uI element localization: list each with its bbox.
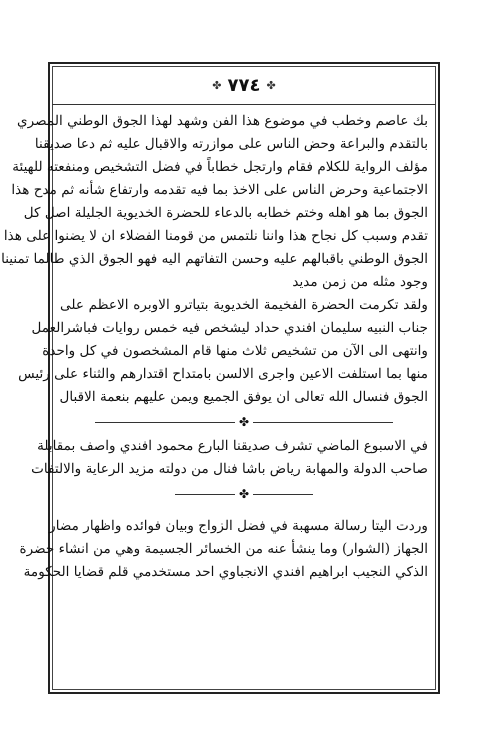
divider-ornament-icon: ✤ (238, 487, 250, 501)
text-line: جناب النبيه سليمان افندي حداد ليشخص فيه خمس روايات فباشرالعمل (31, 320, 428, 336)
text-line: بالتقدم والبراعة وحض الناس على موازرته والاقبال عليه ثم دعا صديقنا (34, 136, 428, 152)
text-line: الجوق بما هو اهله وختم خطابه بالدعاء للحضرة الخديوية الجليلة اصل كل (23, 205, 428, 221)
text-line: الذكي النجيب ابراهيم افندي الانجباوي احد مستخدمي قلم قضايا الحكومة (23, 564, 428, 580)
header-ornament-left-icon: ✤ (212, 78, 222, 92)
divider-rule (253, 494, 313, 495)
spacer (60, 507, 428, 515)
text-line: الجوق فنسال الله تعالى ان يوفق الجميع ويمن عليهم بنعمة الاقبال (59, 389, 428, 405)
text-line: صاحب الدولة والمهابة رياض باشا فنال من دولته مزيد الرعاية والالتفات (31, 461, 428, 477)
text-line: مؤلف الرواية للكلام فقام وارتجل خطاباً في فضل التشخيص ومنفعته للهيئة (12, 159, 428, 175)
divider-rule (175, 494, 235, 495)
text-line: وجود مثله من زمن مديد (292, 274, 428, 290)
text-line: وانتهى الى الآن من تشخيص ثلاث منها قام المشخصون في كل واحدة (42, 343, 428, 359)
page-header (52, 66, 436, 105)
text-line: بك عاصم وخطب في موضوع هذا الفن وشهد لهذا الجوق الوطني المصري (17, 113, 428, 129)
text-line: ولقد تكرمت الحضرة الفخيمة الخديوية بتياترو الاوبره الاعظم على (60, 297, 428, 313)
text-line: تقدم وسبب كل نجاح هذا واننا نلتمس من قومنا الفضلاء ان لا يضنوا على هذا (3, 228, 428, 244)
paragraph-3 (31, 435, 428, 481)
paragraph-4 (19, 515, 428, 584)
section-divider (60, 409, 428, 435)
section-divider (60, 481, 428, 507)
divider-rule (253, 422, 393, 423)
text-line: منها بما استلفت الاعين واجرى الالسن بامتداح اقتدارهم والثناء على رئيس (18, 366, 428, 382)
page-number: ٧٧٤ (227, 74, 261, 96)
paragraph-1 (1, 110, 428, 294)
text-line: الجهاز (الشوار) وما ينشأ عنه من الخسائر الجسيمة وهي من انشاء حضرة (19, 541, 428, 557)
text-line: في الاسبوع الماضي تشرف صديقنا البارع محمود افندي واصف بمقابلة (37, 438, 428, 454)
divider-ornament-icon: ✤ (238, 415, 250, 429)
header-ornament-right-icon: ✤ (266, 78, 276, 92)
divider-rule (95, 422, 235, 423)
text-line: الاجتماعية وحرض الناس على الاخذ بما فيه تقدمه وارتفاع شأنه ثم مدح هذا (11, 182, 428, 198)
paragraph-2 (18, 294, 428, 409)
page-body (1, 110, 428, 584)
text-line: الجوق الوطني باقبالهم عليه وحسن التفاتهم اليه فهو الجوق الذي طالما تمنينا (1, 251, 428, 267)
text-line: وردت اليتا رسالة مسهبة في فضل الزواج وبيان فوائده واظهار مضار (49, 518, 428, 534)
